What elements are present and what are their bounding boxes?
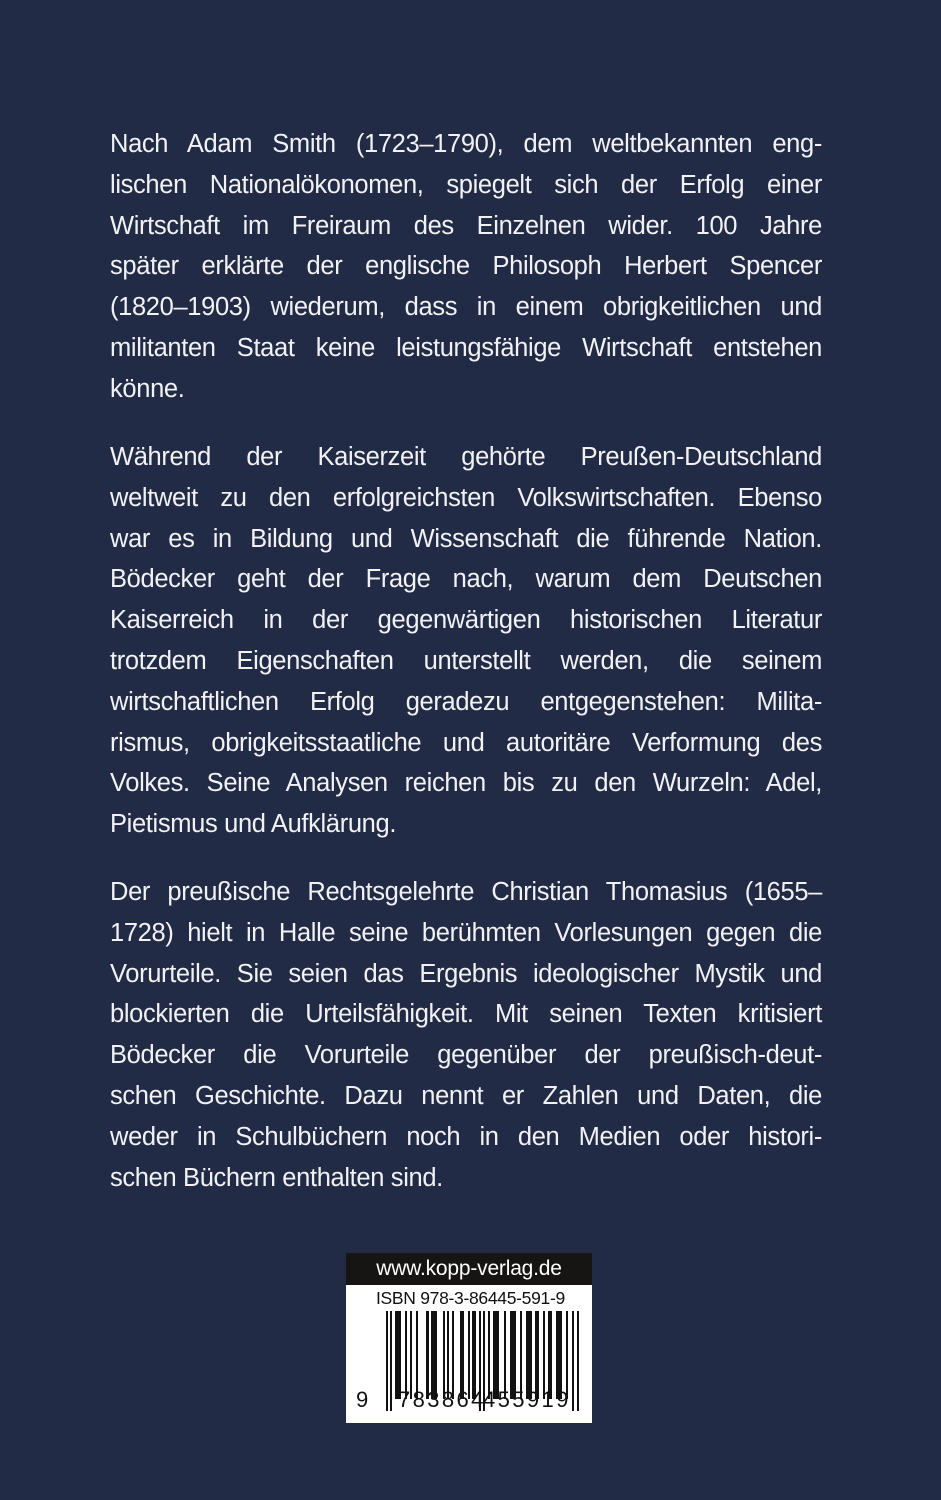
text-line: schen Büchern enthalten sind.: [110, 1163, 443, 1192]
text-line: weder in Schulbüchern noch in den Medien oder histori-: [110, 1122, 822, 1151]
text-line: Während der Kaiserzeit gehörte Preußen-Deutschland: [110, 443, 822, 471]
text-line: war es in Bildung und Wissenschaft die führende Nation.: [110, 524, 822, 553]
text-line: militanten Staat keine leistungsfähige Wirtschaft entstehen: [110, 333, 822, 362]
isbn-barcode-box: [346, 1253, 592, 1423]
text-line: Pietismus und Aufklärung.: [110, 810, 397, 839]
text-line: weltweit zu den erfolgreichsten Volkswirtschaften. Ebenso: [110, 483, 822, 512]
text-line: Nach Adam Smith (1723–1790), dem weltbekannten eng-: [110, 130, 822, 158]
text-line: Wirtschaft im Freiraum des Einzelnen wider. 100 Jahre: [110, 211, 822, 240]
text-line: Volkes. Seine Analysen reichen bis zu den Wurzeln: Adel,: [110, 769, 822, 798]
text-line: Kaiserreich in der gegenwärtigen historischen Literatur: [110, 606, 822, 635]
text-line: 1728) hielt in Halle seine berühmten Vorlesungen gegen die: [110, 918, 822, 947]
blurb-paragraph-1: [110, 124, 822, 410]
text-line: (1820–1903) wiederum, dass in einem obrigkeitlichen und: [110, 293, 822, 322]
blurb-paragraph-3: [110, 872, 822, 1198]
barcode-digit-first: 9: [356, 1387, 369, 1412]
publisher-website: www.kopp-verlag.de: [346, 1253, 592, 1285]
isbn-label: ISBN 978-3-86445-591-9: [376, 1288, 565, 1308]
text-line: blockierten die Urteilsfähigkeit. Mit seinen Texten kritisiert: [110, 1000, 822, 1029]
text-line: lischen Nationalökonomen, spiegelt sich der Erfolg einer: [110, 170, 822, 199]
text-line: könne.: [110, 374, 185, 403]
text-line: rismus, obrigkeitsstaatliche und autoritäre Verformung des: [110, 728, 822, 757]
text-line: trotzdem Eigenschaften unterstellt werden, die seinem: [110, 646, 822, 675]
text-line: Vorurteile. Sie seien das Ergebnis ideologischer Mystik und: [110, 959, 822, 988]
text-line: Bödecker die Vorurteile gegenüber der preußisch-deut-: [110, 1041, 822, 1070]
text-line: schen Geschichte. Dazu nennt er Zahlen und Daten, die: [110, 1081, 822, 1110]
barcode-digits-right: 455919: [483, 1387, 571, 1412]
text-line: wirtschaftlichen Erfolg geradezu entgegenstehen: Milita-: [110, 687, 822, 716]
text-line: Der preußische Rechtsgelehrte Christian Thomasius (1655–: [110, 878, 822, 906]
text-line: Bödecker geht der Frage nach, warum dem Deutschen: [110, 565, 822, 594]
text-line: später erklärte der englische Philosoph Herbert Spencer: [110, 252, 822, 281]
barcode-digits-left: 783864: [398, 1387, 486, 1412]
blurb-paragraph-2: [110, 437, 822, 845]
